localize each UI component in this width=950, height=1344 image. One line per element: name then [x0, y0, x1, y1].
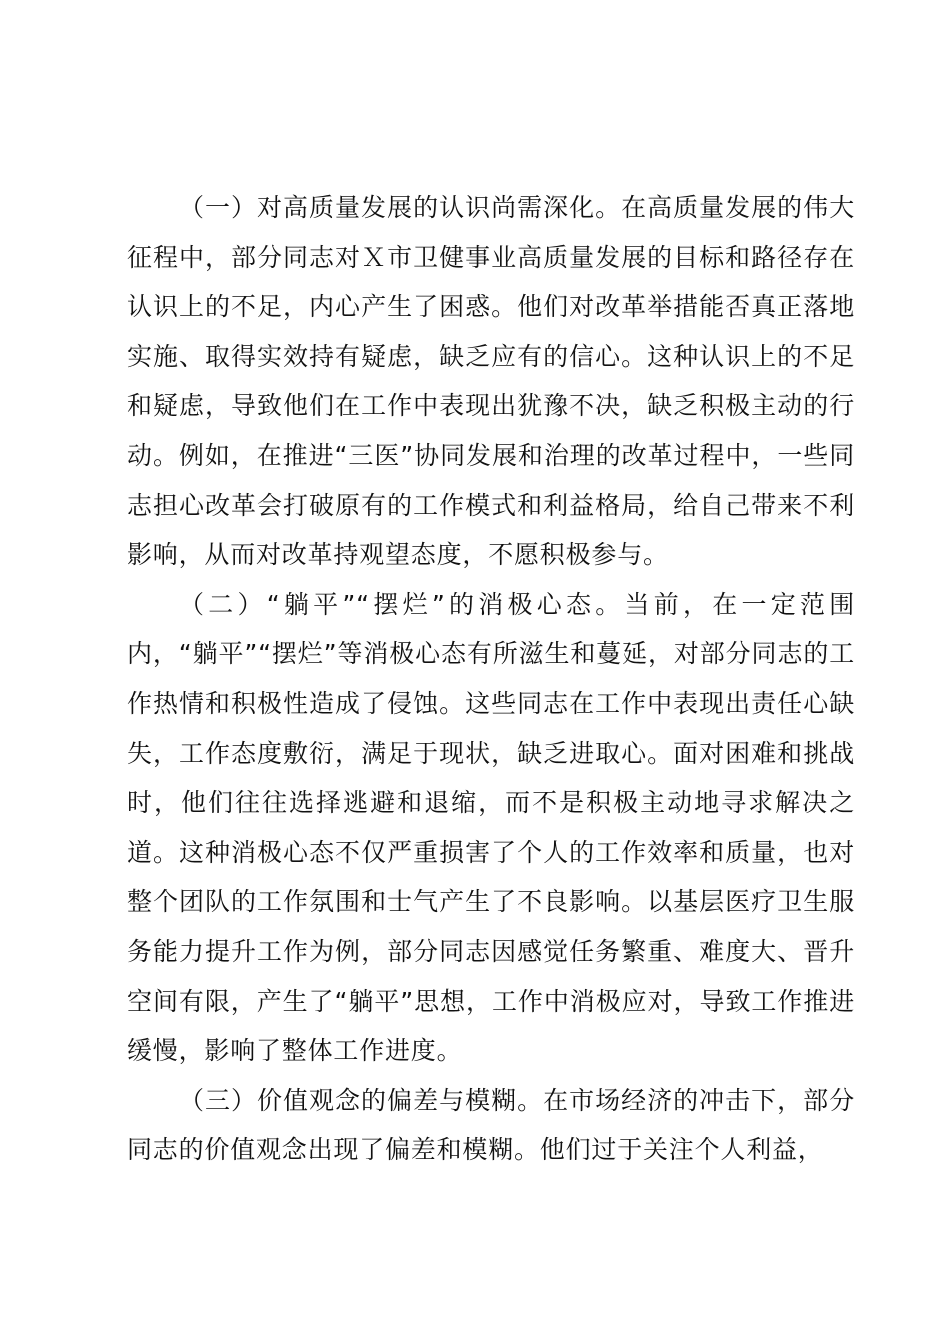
paragraph-1: （一）对高质量发展的认识尚需深化。在高质量发展的伟大征程中，部分同志对Ｘ市卫健事业高质量发展的目标和路径存在认识上的不足，内心产生了困惑。他们对改革举措能否真正落地实施、取得实效持有疑虑，缺乏应有的信心。这种认识上的不足和疑虑，导致他们在工作中表现出犹豫不决，缺乏积极主动的行动。例如，在推进“三医”协同发展和治理的改革过程中，一些同志担心改革会打破原有的工作模式和利益格局，给自己带来不利影响，从而对改革持观望态度，不愿积极参与。 — [127, 193, 855, 570]
document-body — [127, 183, 855, 1175]
paragraph-2: （二）“躺平”“摆烂”的消极心态。当前，在一定范围内，“躺平”“摆烂”等消极心态有所滋生和蔓延，对部分同志的工作热情和积极性造成了侵蚀。这些同志在工作中表现出责任心缺失，工作态度敷衍，满足于现状，缺乏进取心。面对困难和挑战时，他们往往选择逃避和退缩，而不是积极主动地寻求解决之道。这种消极心态不仅严重损害了个人的工作效率和质量，也对整个团队的工作氛围和士气产生了不良影响。以基层医疗卫生服务能力提升工作为例，部分同志因感觉任务繁重、难度大、晋升空间有限，产生了“躺平”思想，工作中消极应对，导致工作推进缓慢，影响了整体工作进度。 — [127, 589, 855, 1066]
paragraph-3: （三）价值观念的偏差与模糊。在市场经济的冲击下，部分同志的价值观念出现了偏差和模糊。他们过于关注个人利益， — [127, 1085, 855, 1165]
